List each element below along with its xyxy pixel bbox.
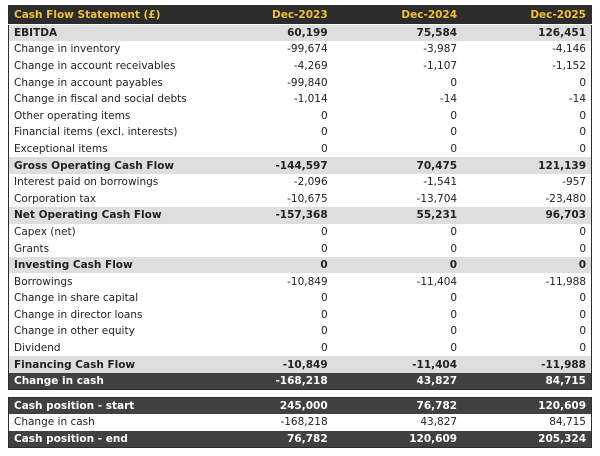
value-cell: -3,987 xyxy=(423,43,458,56)
value-cell: 0 xyxy=(449,259,458,272)
value-cell: 0 xyxy=(579,76,586,89)
statement-title: Cash Flow Statement (£) xyxy=(9,6,204,25)
table-row xyxy=(9,224,592,241)
table-row xyxy=(9,398,592,415)
value-cell: -10,675 xyxy=(287,192,328,205)
row-label-cell: Cash position - end xyxy=(14,432,128,445)
value-cell: 0 xyxy=(450,225,458,238)
value-cell: 0 xyxy=(450,76,458,89)
value-cell: 0 xyxy=(320,242,328,255)
value-cell: -13,704 xyxy=(416,192,458,205)
value-cell: 0 xyxy=(320,259,328,272)
value-cell: 96,703 xyxy=(545,209,586,222)
table-row xyxy=(9,207,592,224)
row-label-cell: Change in cash xyxy=(14,416,95,429)
value-cell: 0 xyxy=(579,325,586,338)
row-label-cell: Borrowings xyxy=(14,275,73,288)
row-label-cell: Cash position - start xyxy=(14,400,135,413)
value-cell: 0 xyxy=(579,308,586,321)
table-row xyxy=(9,174,592,191)
table-row xyxy=(9,431,592,448)
value-cell: 120,609 xyxy=(538,400,586,413)
value-cell: 0 xyxy=(578,259,586,272)
row-label-cell: Change in account payables xyxy=(14,76,163,89)
tables-gap xyxy=(8,390,592,397)
row-label-cell: Change in cash xyxy=(14,375,104,388)
value-cell: 0 xyxy=(320,109,328,122)
value-cell: -11,988 xyxy=(545,275,586,288)
row-label-cell: Net Operating Cash Flow xyxy=(14,209,162,222)
value-cell: 0 xyxy=(450,142,458,155)
cash-flow-statement xyxy=(8,5,592,448)
value-cell: 0 xyxy=(320,308,328,321)
value-cell: -4,146 xyxy=(552,43,586,56)
row-label-cell: Capex (net) xyxy=(14,225,76,238)
row-label-cell: Change in other equity xyxy=(14,325,135,338)
value-cell: 0 xyxy=(579,342,586,355)
table-row xyxy=(9,257,592,274)
value-cell: -1,152 xyxy=(552,59,586,72)
row-label-cell: Grants xyxy=(14,242,50,255)
table-row xyxy=(9,41,592,58)
table-row xyxy=(9,373,592,390)
value-cell: -168,218 xyxy=(280,416,328,429)
row-label-cell: Corporation tax xyxy=(14,192,97,205)
table-row xyxy=(9,340,592,357)
row-label-cell: Other operating items xyxy=(14,109,131,122)
value-cell: -11,404 xyxy=(416,275,458,288)
value-cell: -23,480 xyxy=(545,192,586,205)
value-cell: 0 xyxy=(579,109,586,122)
value-cell: 0 xyxy=(450,325,458,338)
value-cell: 84,715 xyxy=(549,416,586,429)
value-cell: 205,324 xyxy=(538,432,586,445)
value-cell: 76,782 xyxy=(287,432,328,445)
row-label-cell: Gross Operating Cash Flow xyxy=(14,159,175,172)
column-header-dec-2025: Dec-2025 xyxy=(462,6,591,25)
value-cell: 0 xyxy=(320,225,328,238)
value-cell: 0 xyxy=(450,308,458,321)
value-cell: 75,584 xyxy=(416,27,458,40)
value-cell: -157,368 xyxy=(275,209,328,222)
value-cell: -957 xyxy=(562,176,586,189)
value-cell: 84,715 xyxy=(545,375,586,388)
row-label-cell: Change in inventory xyxy=(14,43,121,56)
row-label-cell: Change in fiscal and social debts xyxy=(14,93,187,106)
value-cell: -10,849 xyxy=(282,358,328,371)
value-cell: -10,849 xyxy=(287,275,328,288)
value-cell: 0 xyxy=(450,242,458,255)
value-cell: 120,609 xyxy=(409,432,458,445)
table-row xyxy=(9,240,592,257)
value-cell: 0 xyxy=(579,142,586,155)
value-cell: 60,199 xyxy=(287,27,328,40)
table-row xyxy=(9,25,592,42)
row-label-cell: Financial items (excl. interests) xyxy=(14,126,178,139)
table-row xyxy=(9,356,592,373)
value-cell: 0 xyxy=(450,126,458,139)
table-row xyxy=(9,273,592,290)
table-row xyxy=(9,91,592,108)
value-cell: 70,475 xyxy=(416,159,458,172)
value-cell: 121,139 xyxy=(538,159,586,172)
value-cell: -99,840 xyxy=(287,76,328,89)
table-row xyxy=(9,74,592,91)
value-cell: -4,269 xyxy=(293,59,328,72)
value-cell: -14 xyxy=(439,93,458,106)
table-row xyxy=(9,290,592,307)
column-header-dec-2023: Dec-2023 xyxy=(203,6,332,25)
value-cell: -168,218 xyxy=(275,375,328,388)
table-row xyxy=(9,414,592,431)
value-cell: 0 xyxy=(579,126,586,139)
row-label-cell: Investing Cash Flow xyxy=(14,259,133,272)
table-row xyxy=(9,107,592,124)
table-header-row xyxy=(9,6,592,25)
value-cell: 0 xyxy=(450,342,458,355)
value-cell: -99,674 xyxy=(287,43,328,56)
value-cell: 0 xyxy=(450,292,458,305)
value-cell: 0 xyxy=(320,292,328,305)
row-label-cell: Change in account receivables xyxy=(14,59,176,72)
value-cell: 126,451 xyxy=(538,27,586,40)
row-label-cell: EBITDA xyxy=(14,27,58,40)
value-cell: 245,000 xyxy=(279,400,328,413)
value-cell: -14 xyxy=(568,93,586,106)
value-cell: 43,827 xyxy=(416,375,458,388)
table-row xyxy=(9,124,592,141)
value-cell: -144,597 xyxy=(275,159,328,172)
value-cell: 0 xyxy=(320,142,328,155)
value-cell: -11,988 xyxy=(541,358,586,371)
value-cell: -1,014 xyxy=(293,93,328,106)
value-cell: -1,541 xyxy=(423,176,458,189)
statement-table xyxy=(8,5,592,390)
value-cell: 0 xyxy=(320,342,328,355)
row-label-cell: Dividend xyxy=(14,342,61,355)
row-label-cell: Financing Cash Flow xyxy=(14,358,136,371)
value-cell: 76,782 xyxy=(416,400,458,413)
cash-position-table xyxy=(8,397,592,448)
table-row xyxy=(9,157,592,174)
table-row xyxy=(9,190,592,207)
value-cell: 0 xyxy=(320,325,328,338)
row-label-cell: Change in director loans xyxy=(14,308,143,321)
row-label-cell: Exceptional items xyxy=(14,142,108,155)
value-cell: 0 xyxy=(579,225,586,238)
table-row xyxy=(9,307,592,324)
table-row xyxy=(9,58,592,75)
row-label-cell: Change in share capital xyxy=(14,292,139,305)
value-cell: 0 xyxy=(320,126,328,139)
value-cell: 55,231 xyxy=(416,209,458,222)
table-row xyxy=(9,323,592,340)
value-cell: 0 xyxy=(579,242,586,255)
value-cell: -11,404 xyxy=(412,358,458,371)
column-header-dec-2024: Dec-2024 xyxy=(333,6,462,25)
value-cell: 0 xyxy=(579,292,586,305)
value-cell: -2,096 xyxy=(293,176,328,189)
value-cell: -1,107 xyxy=(423,59,458,72)
table-row xyxy=(9,141,592,158)
value-cell: 43,827 xyxy=(420,416,458,429)
value-cell: 0 xyxy=(450,109,458,122)
row-label-cell: Interest paid on borrowings xyxy=(14,176,159,189)
